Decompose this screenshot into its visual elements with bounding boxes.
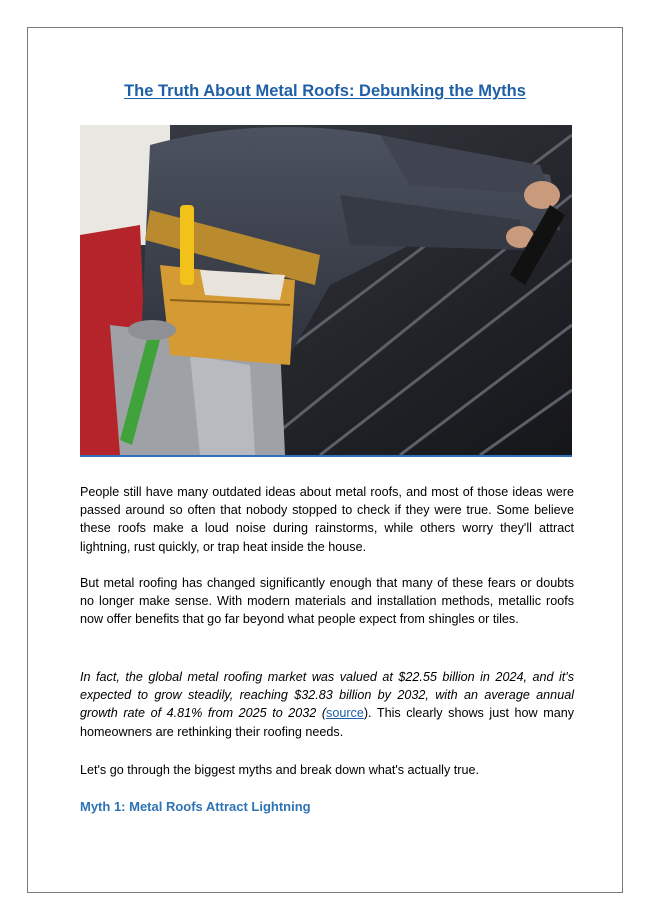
photo-divider [80, 455, 572, 457]
roofer-illustration [80, 125, 572, 455]
roofer-photo [80, 125, 572, 455]
myths-intro-paragraph: Let's go through the biggest myths and break down what's actually true. [80, 763, 479, 777]
market-paragraph [80, 668, 574, 741]
market-conclusion-text: ). This clearly shows just how many homeowners are rethinking their roofing needs. [80, 706, 575, 739]
myth-1-heading: Myth 1: Metal Roofs Attract Lightning [80, 799, 311, 814]
intro-paragraph: People still have many outdated ideas about metal roofs, and most of those ideas were passed around so often that nobody stopped to check if they were true. Some believe these roofs make a loud noise during rainstorms, while others worry they'll attract lightning, rust quickly, or trap heat inside the house. [80, 485, 574, 554]
page-title: The Truth About Metal Roofs: Debunking the Myths [124, 82, 526, 100]
document-page [27, 27, 623, 893]
market-stat-text: In fact, the global metal roofing market was valued at $22.55 billion in 2024, and it's expected to grow steadily, reaching $32.83 billion by 2032, with an average annual growth rate of 4.81% from 2025 to 2032 ( [80, 670, 574, 721]
change-paragraph: But metal roofing has changed significantly enough that many of these fears or doubts no longer make sense. With modern materials and installation methods, metallic roofs now offer benefits that go far beyond what people expect from shingles or tiles. [80, 576, 574, 627]
source-link[interactable]: source [326, 706, 364, 721]
